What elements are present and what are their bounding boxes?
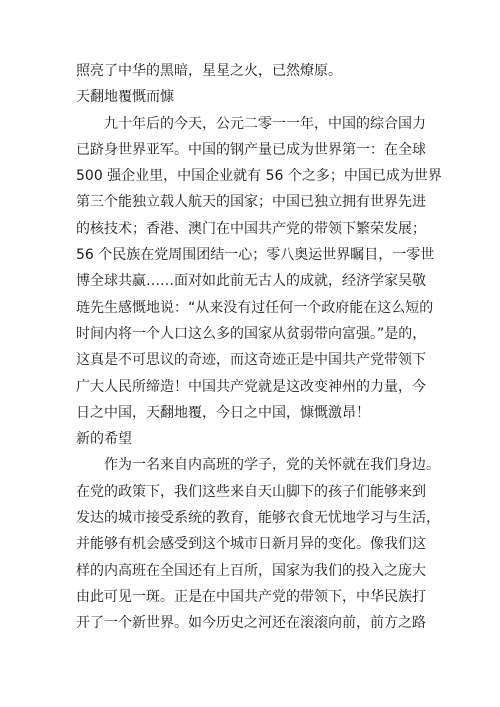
section-heading: 新的希望 [76, 431, 132, 448]
text-line: 的核技术；香港、澳门在中国共产党的带领下繁荣发展； [76, 220, 426, 237]
text-line: 并能够有机会感受到这个城市日新月异的变化。像我们这 [76, 536, 426, 553]
text-line: 这真是不可思议的奇迹，而这奇迹正是中国共产党带领下 [76, 352, 426, 369]
text-line: 博全球共赢……面对如此前无古人的成就，经济学家吴敬 [76, 273, 426, 290]
text-line: 样的内高班在全国还有上百所，国家为我们的投入之庞大 [76, 562, 426, 579]
text-line: 500 强企业里，中国企业就有 56 个之多；中国已成为世界 [76, 168, 442, 185]
text-line: 作为一名来自内高班的学子，党的关怀就在我们身边。 [104, 457, 440, 474]
section-heading: 天翻地覆慨而慷 [76, 89, 174, 106]
text-line: 琏先生感慨地说：“从来没有过任何一个政府能在这么短的 [76, 299, 434, 316]
text-line: 56 个民族在党周围团结一心；零八奥运世界瞩目，一零世 [76, 247, 435, 264]
text-line: 在党的政策下，我们这些来自天山脚下的孩子们能够来到 [76, 483, 426, 500]
text-line: 由此可见一斑。正是在中国共产党的带领下，中华民族打 [76, 588, 426, 605]
text-line: 广大人民所缔造！中国共产党就是这改变神州的力量，今 [76, 378, 426, 395]
text-line: 时间内将一个人口这么多的国家从贫弱带向富强。”是的， [76, 325, 427, 342]
text-line: 日之中国，天翻地覆，今日之中国，慷慨激昂！ [76, 404, 370, 421]
text-line: 第三个能独立载人航天的国家；中国已独立拥有世界先进 [76, 194, 426, 211]
text-line: 已跻身世界亚军。中国的钢产量已成为世界第一：在全球 [76, 141, 426, 158]
text-line: 发达的城市接受系统的教育，能够衣食无忧地学习与生活， [76, 510, 440, 527]
text-line: 照亮了中华的黑暗，星星之火，已然燎原。 [76, 63, 342, 79]
text-line: 九十年后的今天，公元二零一一年，中国的综合国力 [104, 115, 426, 132]
text-line: 开了一个新世界。如今历史之河还在滚滚向前，前方之路 [76, 615, 426, 632]
document-body [76, 58, 442, 637]
